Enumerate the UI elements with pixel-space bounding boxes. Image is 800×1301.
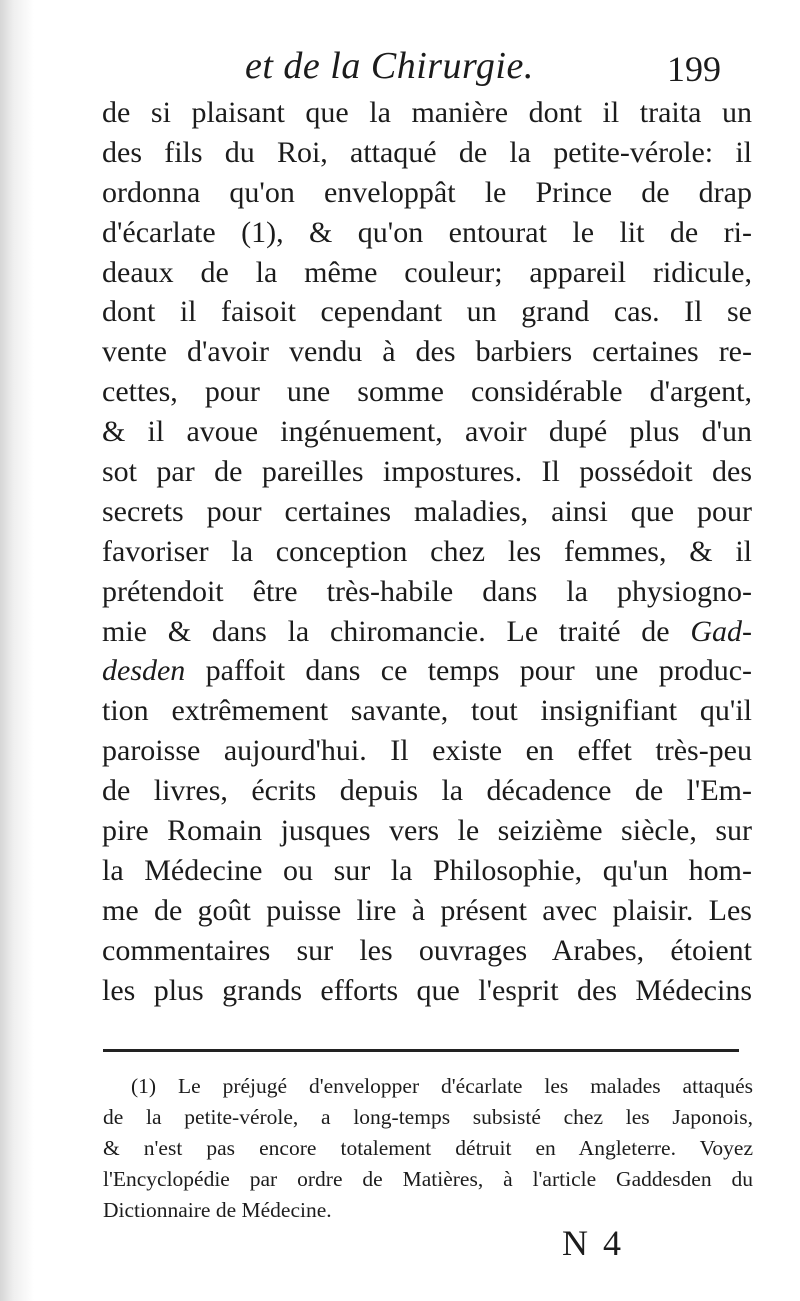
text-line: des fils du Roi, attaqué de la petite-vérole: il bbox=[102, 135, 752, 169]
text-line: vente d'avoir vendu à des barbiers certaines re- bbox=[102, 335, 752, 369]
footnote-line: de la petite-vérole, a long-temps subsisté chez les Japonois, bbox=[103, 1105, 753, 1129]
page-header bbox=[0, 40, 800, 90]
text-line: deaux de la même couleur; appareil ridicule, bbox=[102, 255, 752, 289]
text-segment: mie & dans la chiromancie. Le traité de bbox=[102, 614, 670, 648]
text-line: dont il faisoit cependant un grand cas. Il se bbox=[102, 295, 752, 329]
text-line: d'écarlate (1), & qu'on entourat le lit de ri- bbox=[102, 215, 752, 249]
footnote-line: (1) Le préjugé d'envelopper d'écarlate les malades attaqués bbox=[131, 1074, 753, 1098]
gutter-shadow bbox=[0, 0, 34, 1301]
signature-mark: N 4 bbox=[562, 1223, 624, 1263]
text-line-with-italic bbox=[102, 612, 752, 652]
italic-name-gaddesden-part2: desden bbox=[102, 654, 186, 688]
text-line-with-italic bbox=[102, 651, 752, 691]
running-head: et de la Chirurgie. bbox=[245, 45, 534, 87]
footnote-line: Dictionnaire de Médecine. bbox=[103, 1198, 332, 1222]
text-line: & il avoue ingénuement, avoir dupé plus d'un bbox=[102, 415, 752, 449]
footnote-line: l'Encyclopédie par ordre de Matières, à l'article Gaddesden du bbox=[103, 1167, 753, 1191]
footnote bbox=[103, 1071, 753, 1226]
text-line: de livres, écrits depuis la décadence de l'Em- bbox=[102, 774, 752, 808]
text-line: de si plaisant que la manière dont il traita un bbox=[102, 96, 752, 129]
text-line: sot par de pareilles impostures. Il possédoit des bbox=[102, 455, 752, 489]
text-line: cettes, pour une somme considérable d'argent, bbox=[102, 375, 752, 409]
text-line: me de goût puisse lire à présent avec plaisir. Les bbox=[102, 893, 752, 927]
text-line: prétendoit être très-habile dans la physiogno- bbox=[102, 574, 752, 608]
text-line: pire Romain jusques vers le seizième siècle, sur bbox=[102, 814, 752, 848]
text-line: les plus grands efforts que l'esprit des Médecins bbox=[102, 973, 752, 1007]
text-line: ordonna qu'on enveloppât le Prince de drap bbox=[102, 175, 752, 209]
text-segment: paffoit dans ce temps pour une produc- bbox=[205, 654, 752, 688]
text-line: commentaires sur les ouvrages Arabes, étoient bbox=[102, 933, 752, 967]
footnote-line: & n'est pas encore totalement détruit en Angleterre. Voyez bbox=[103, 1136, 753, 1160]
italic-name-gaddesden-part1: Gad- bbox=[690, 614, 752, 648]
text-line: paroisse aujourd'hui. Il existe en effet très-peu bbox=[102, 734, 752, 768]
body-text bbox=[102, 93, 752, 1010]
text-line: la Médecine ou sur la Philosophie, qu'un hom- bbox=[102, 853, 752, 887]
page-number: 199 bbox=[667, 49, 721, 89]
footnote-rule bbox=[103, 1049, 739, 1052]
text-line: secrets pour certaines maladies, ainsi que pour bbox=[102, 494, 752, 528]
text-line: tion extrêmement savante, tout insignifiant qu'il bbox=[102, 694, 752, 728]
text-line: favoriser la conception chez les femmes, & il bbox=[102, 534, 752, 568]
